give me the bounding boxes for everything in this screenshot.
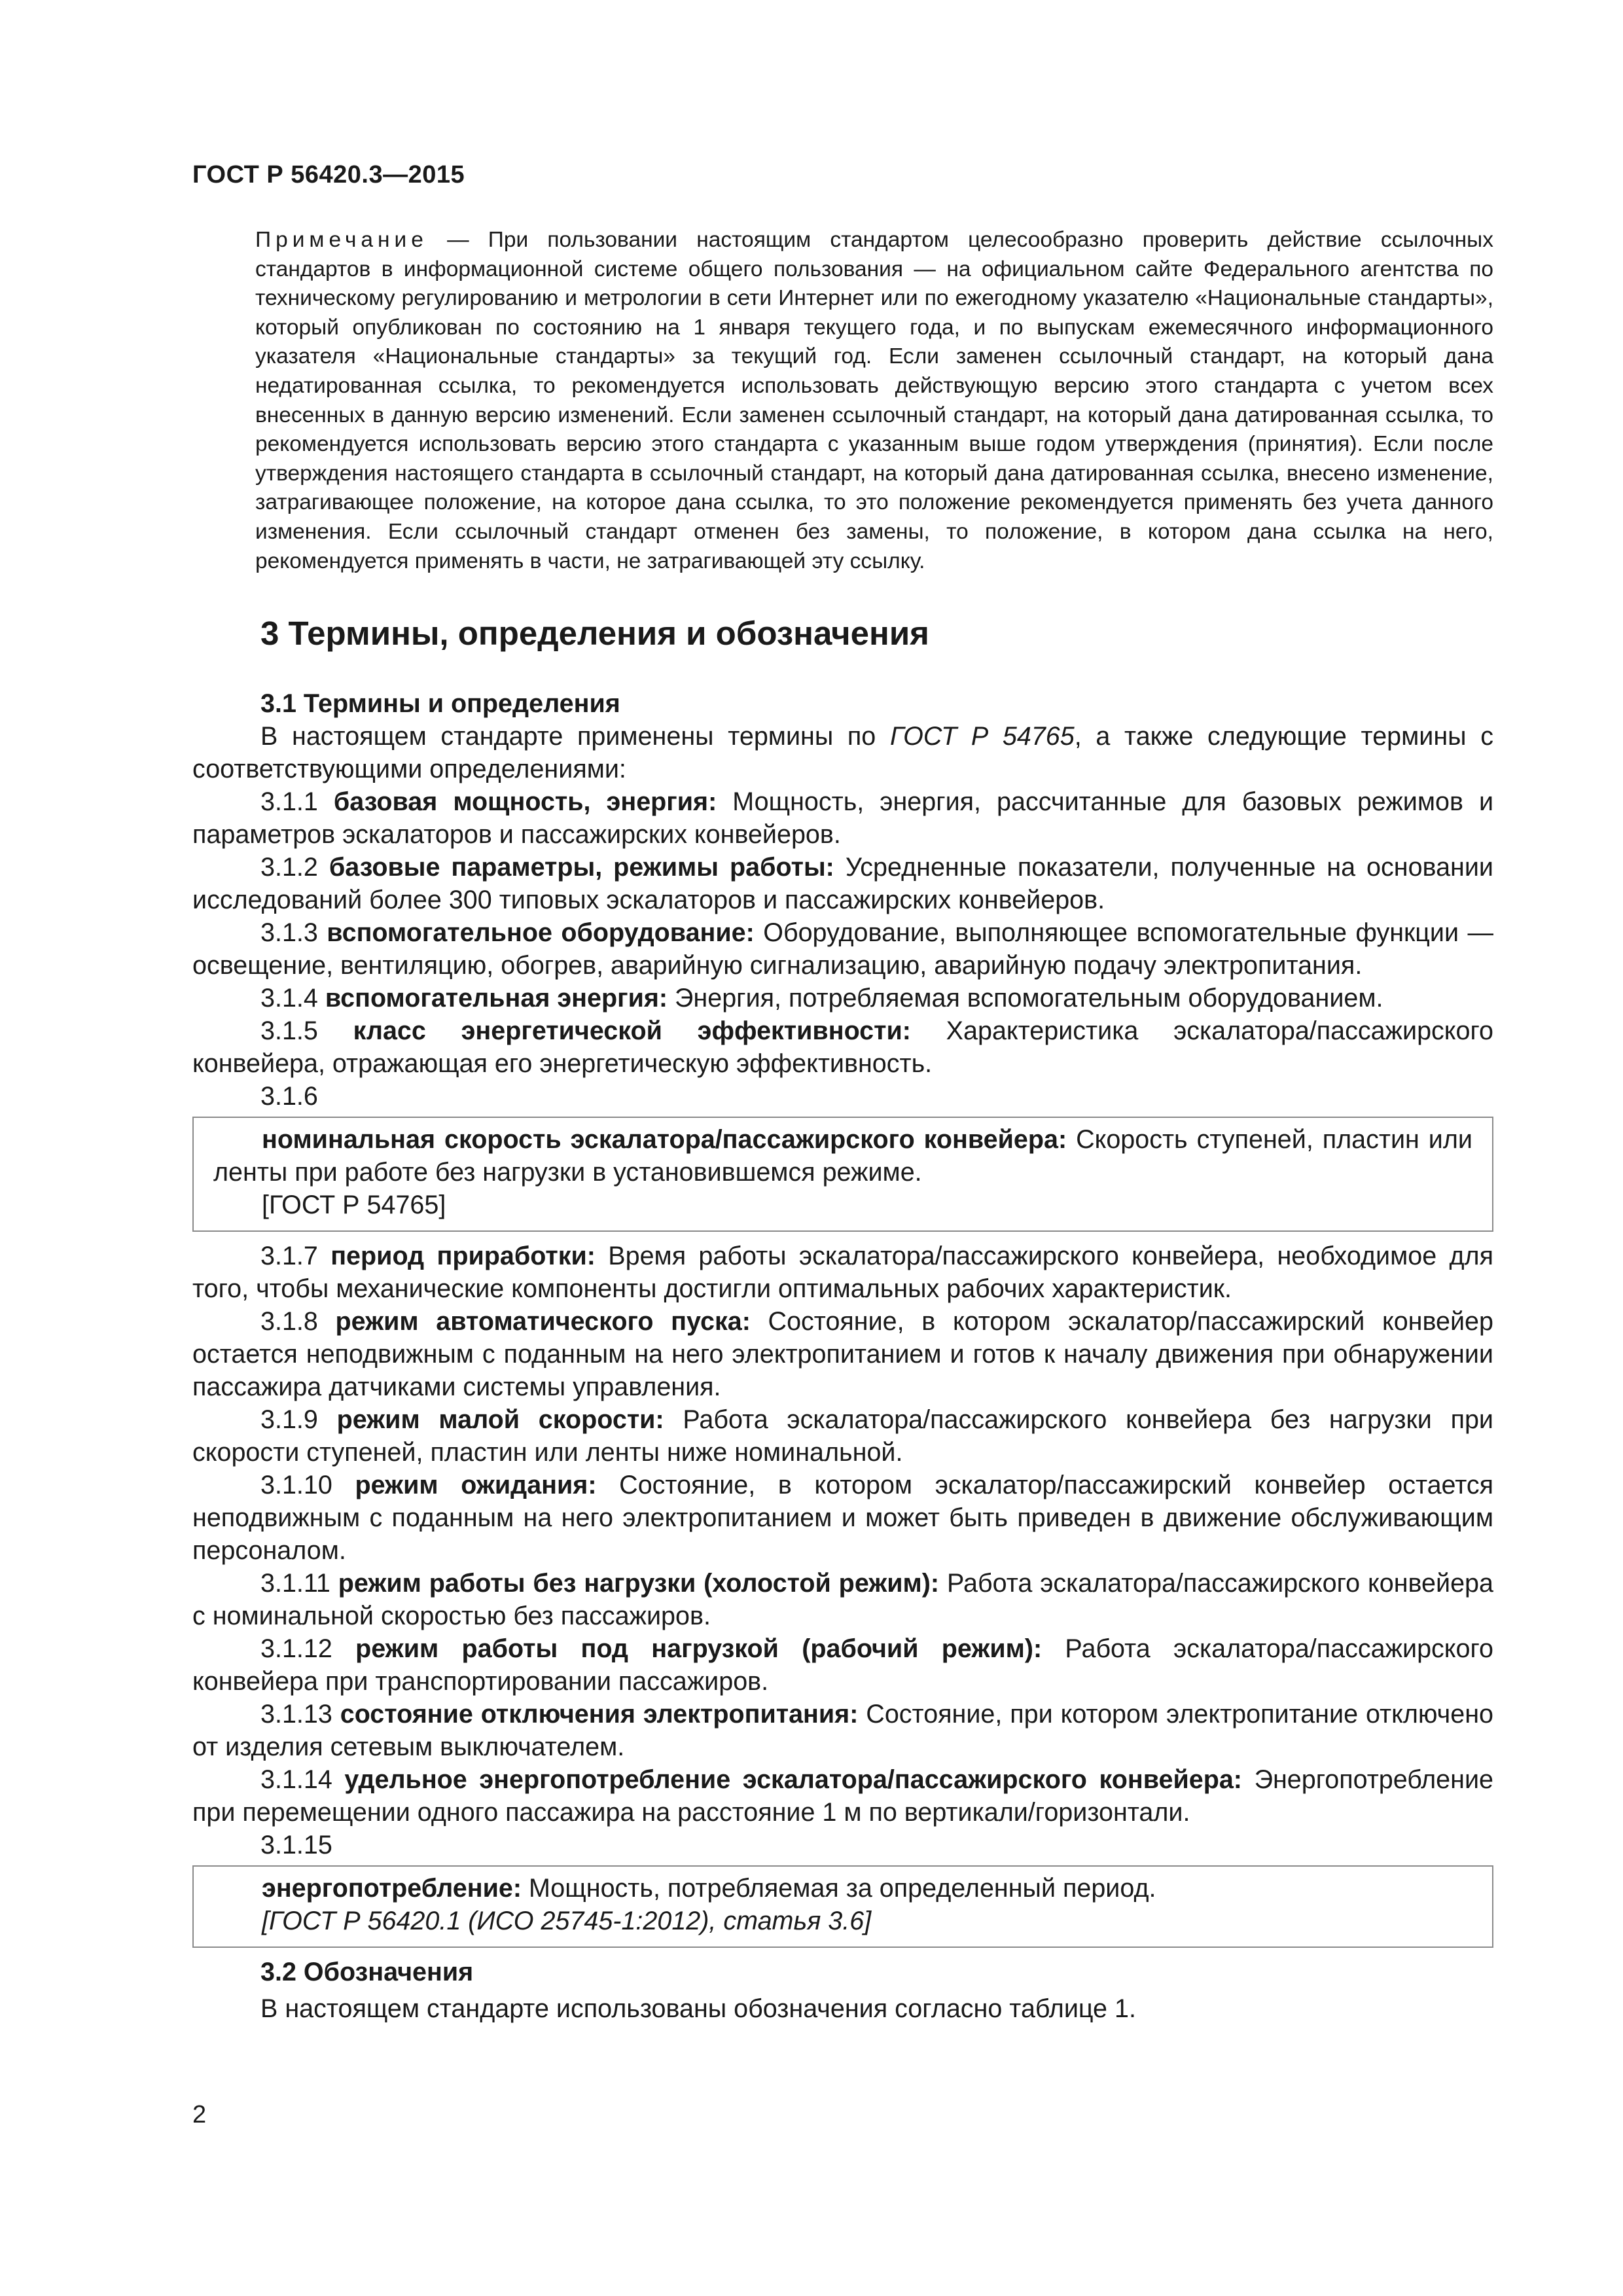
section-title: 3 Термины, определения и обозначения bbox=[260, 615, 929, 652]
term-entry bbox=[192, 1632, 1493, 1698]
note-paragraph bbox=[192, 226, 1493, 576]
term-number: 3.1.11 bbox=[260, 1569, 338, 1598]
term-entry bbox=[192, 1240, 1493, 1305]
term-name: режим работы без нагрузки (холостой режим): bbox=[338, 1569, 940, 1598]
box2-paragraph bbox=[213, 1872, 1472, 1905]
term-number: 3.1.14 bbox=[260, 1765, 345, 1794]
term-name: режим автоматического пуска: bbox=[335, 1307, 751, 1336]
term-number: 3.1.4 bbox=[260, 984, 325, 1013]
term-definition: Работа эскалатора/пассажирского конвейера с номинальной скоростью без пассажиров. bbox=[192, 1569, 1493, 1630]
term-entry bbox=[192, 982, 1493, 1014]
term-entry bbox=[192, 851, 1493, 916]
intro-text-a: В настоящем стандарте применены термины по bbox=[260, 722, 890, 751]
term-definition: Работа эскалатора/пассажирского конвейера при транспортировании пассажиров. bbox=[192, 1634, 1493, 1696]
intro-text-b: , а также следующие термины с соответствующими определениями: bbox=[192, 722, 1493, 783]
term-name: режим ожидания: bbox=[355, 1471, 597, 1499]
term-name: удельное энергопотребление эскалатора/пассажирского конвейера: bbox=[344, 1765, 1242, 1794]
term-definition: Работа эскалатора/пассажирского конвейера без нагрузки при скорости ступеней, пластин или ленты ниже номинальной. bbox=[192, 1405, 1493, 1467]
term-definition: Состояние, в котором эскалатор/пассажирский конвейер остается неподвижным с поданным на него электропитанием и может быть приведен в движение обслуживающим персоналом. bbox=[192, 1471, 1494, 1565]
box1-reference: [ГОСТ Р 54765] bbox=[262, 1191, 446, 1219]
term-definition: Энергия, потребляемая вспомогательным оборудованием. bbox=[668, 984, 1383, 1013]
box2-definition: Мощность, потребляемая за определенный период. bbox=[521, 1874, 1156, 1903]
term-box-3-1-15 bbox=[192, 1865, 1493, 1948]
subsection-title-3-2: 3.2 Обозначения bbox=[260, 1958, 474, 1986]
term-entry bbox=[192, 1698, 1493, 1763]
page-number: 2 bbox=[192, 2101, 207, 2128]
terms-list-b bbox=[192, 1240, 1493, 1829]
term-number: 3.1.13 bbox=[260, 1700, 340, 1729]
term-entry bbox=[192, 1305, 1493, 1403]
term-definition: Состояние, в котором эскалатор/пассажирский конвейер остается неподвижным с поданным на него электропитанием и готов к началу движения при обнаружении пассажира датчиками системы управления. bbox=[192, 1307, 1493, 1401]
term-name: период приработки: bbox=[330, 1242, 596, 1270]
term-number-3-1-15: 3.1.15 bbox=[260, 1831, 332, 1859]
term-name: базовая мощность, энергия: bbox=[333, 787, 717, 816]
term-name: вспомогательное оборудование: bbox=[327, 918, 755, 947]
term-definition: Оборудование, выполняющее вспомогательные функции — освещение, вентиляцию, обогрев, аварийную сигнализацию, аварийную подачу электропитания. bbox=[192, 918, 1493, 980]
term-entry bbox=[192, 1403, 1493, 1469]
subsection-3-2-text: В настоящем стандарте использованы обозначения согласно таблице 1. bbox=[260, 1994, 1136, 2023]
term-entry bbox=[192, 1014, 1493, 1080]
subsection-title-3-1: 3.1 Термины и определения bbox=[260, 689, 620, 718]
term-name: состояние отключения электропитания: bbox=[340, 1700, 859, 1729]
document-header: ГОСТ Р 56420.3—2015 bbox=[192, 161, 465, 188]
note-text: — При пользовании настоящим стандартом целесообразно проверить действие ссылочных стандартов в информационной системе общего пользования — на официальном сайте Федерального агентства по техническому регулированию и метрологии в сети Интернет или по ежегодному указателю «Национальные стандарты», который опубликован по состоянию на 1 января текущего года, и по выпускам ежемесячного информационного указателя «Национальные стандарты» за текущий год. Если заменен ссылочный стандарт, на который дана недатированная ссылка, то рекомендуется использовать действующую версию этого стандарта с учетом всех внесенных в данную версию изменений. Если заменен ссылочный стандарт, на который дана датированная ссылка, то рекомендуется использовать версию этого стандарта с указанным выше годом утверждения (принятия). Если после утверждения настоящего стандарта в ссылочный стандарт, на который дана датированная ссылка, внесено изменение, затрагивающее положение, на которое дана ссылка, то это положение рекомендуется применять без учета данного изменения. Если ссылочный стандарт отменен без замены, то положение, в котором дана ссылка на него, рекомендуется применять в части, не затрагивающей эту ссылку. bbox=[255, 228, 1493, 573]
term-name: вспомогательная энергия: bbox=[325, 984, 668, 1013]
term-box-3-1-6 bbox=[192, 1117, 1493, 1232]
term-number: 3.1.9 bbox=[260, 1405, 337, 1434]
term-name: режим малой скорости: bbox=[336, 1405, 664, 1434]
term-number: 3.1.1 bbox=[260, 787, 334, 816]
term-definition: Время работы эскалатора/пассажирского конвейера, необходимое для того, чтобы механические компоненты достигли оптимальных рабочих характеристик. bbox=[192, 1242, 1493, 1303]
term-number: 3.1.2 bbox=[260, 853, 329, 882]
intro-paragraph bbox=[192, 720, 1493, 785]
term-name: класс энергетической эффективности: bbox=[353, 1016, 911, 1045]
note-label: Примечание bbox=[255, 228, 428, 252]
section-body bbox=[192, 687, 1493, 2025]
term-number: 3.1.7 bbox=[260, 1242, 331, 1270]
term-number: 3.1.12 bbox=[260, 1634, 356, 1663]
term-definition: Характеристика эскалатора/пассажирского конвейера, отражающая его энергетическую эффективность. bbox=[192, 1016, 1494, 1078]
term-entry bbox=[192, 1763, 1493, 1829]
intro-reference: ГОСТ Р 54765 bbox=[889, 722, 1075, 751]
term-number: 3.1.5 bbox=[260, 1016, 353, 1045]
term-entry bbox=[192, 785, 1493, 851]
box1-definition: Скорость ступеней, пластин или ленты при работе без нагрузки в установившемся режиме. bbox=[213, 1125, 1472, 1187]
terms-list-a bbox=[192, 785, 1493, 1080]
term-number: 3.1.10 bbox=[260, 1471, 355, 1499]
term-name: режим работы под нагрузкой (рабочий режим): bbox=[355, 1634, 1043, 1663]
box2-reference: [ГОСТ Р 56420.1 (ИСО 25745-1:2012), статья 3.6] bbox=[262, 1907, 872, 1935]
term-definition: Усредненные показатели, полученные на основании исследований более 300 типовых эскалаторов и пассажирских конвейеров. bbox=[192, 853, 1493, 914]
term-name: базовые параметры, режимы работы: bbox=[329, 853, 834, 882]
box2-term: энергопотребление: bbox=[262, 1874, 522, 1903]
term-definition: Мощность, энергия, рассчитанные для базовых режимов и параметров эскалаторов и пассажирских конвейеров. bbox=[192, 787, 1494, 849]
term-number: 3.1.8 bbox=[260, 1307, 336, 1336]
term-definition: Энергопотребление при перемещении одного пассажира на расстояние 1 м по вертикали/горизонтали. bbox=[192, 1765, 1493, 1827]
term-entry bbox=[192, 916, 1493, 982]
term-entry bbox=[192, 1567, 1493, 1632]
term-number-3-1-6: 3.1.6 bbox=[260, 1082, 318, 1111]
term-number: 3.1.3 bbox=[260, 918, 327, 947]
box1-paragraph bbox=[213, 1123, 1472, 1189]
term-definition: Состояние, при котором электропитание отключено от изделия сетевым выключателем. bbox=[192, 1700, 1493, 1761]
term-entry bbox=[192, 1469, 1493, 1567]
box1-term: номинальная скорость эскалатора/пассажирского конвейера: bbox=[262, 1125, 1067, 1154]
